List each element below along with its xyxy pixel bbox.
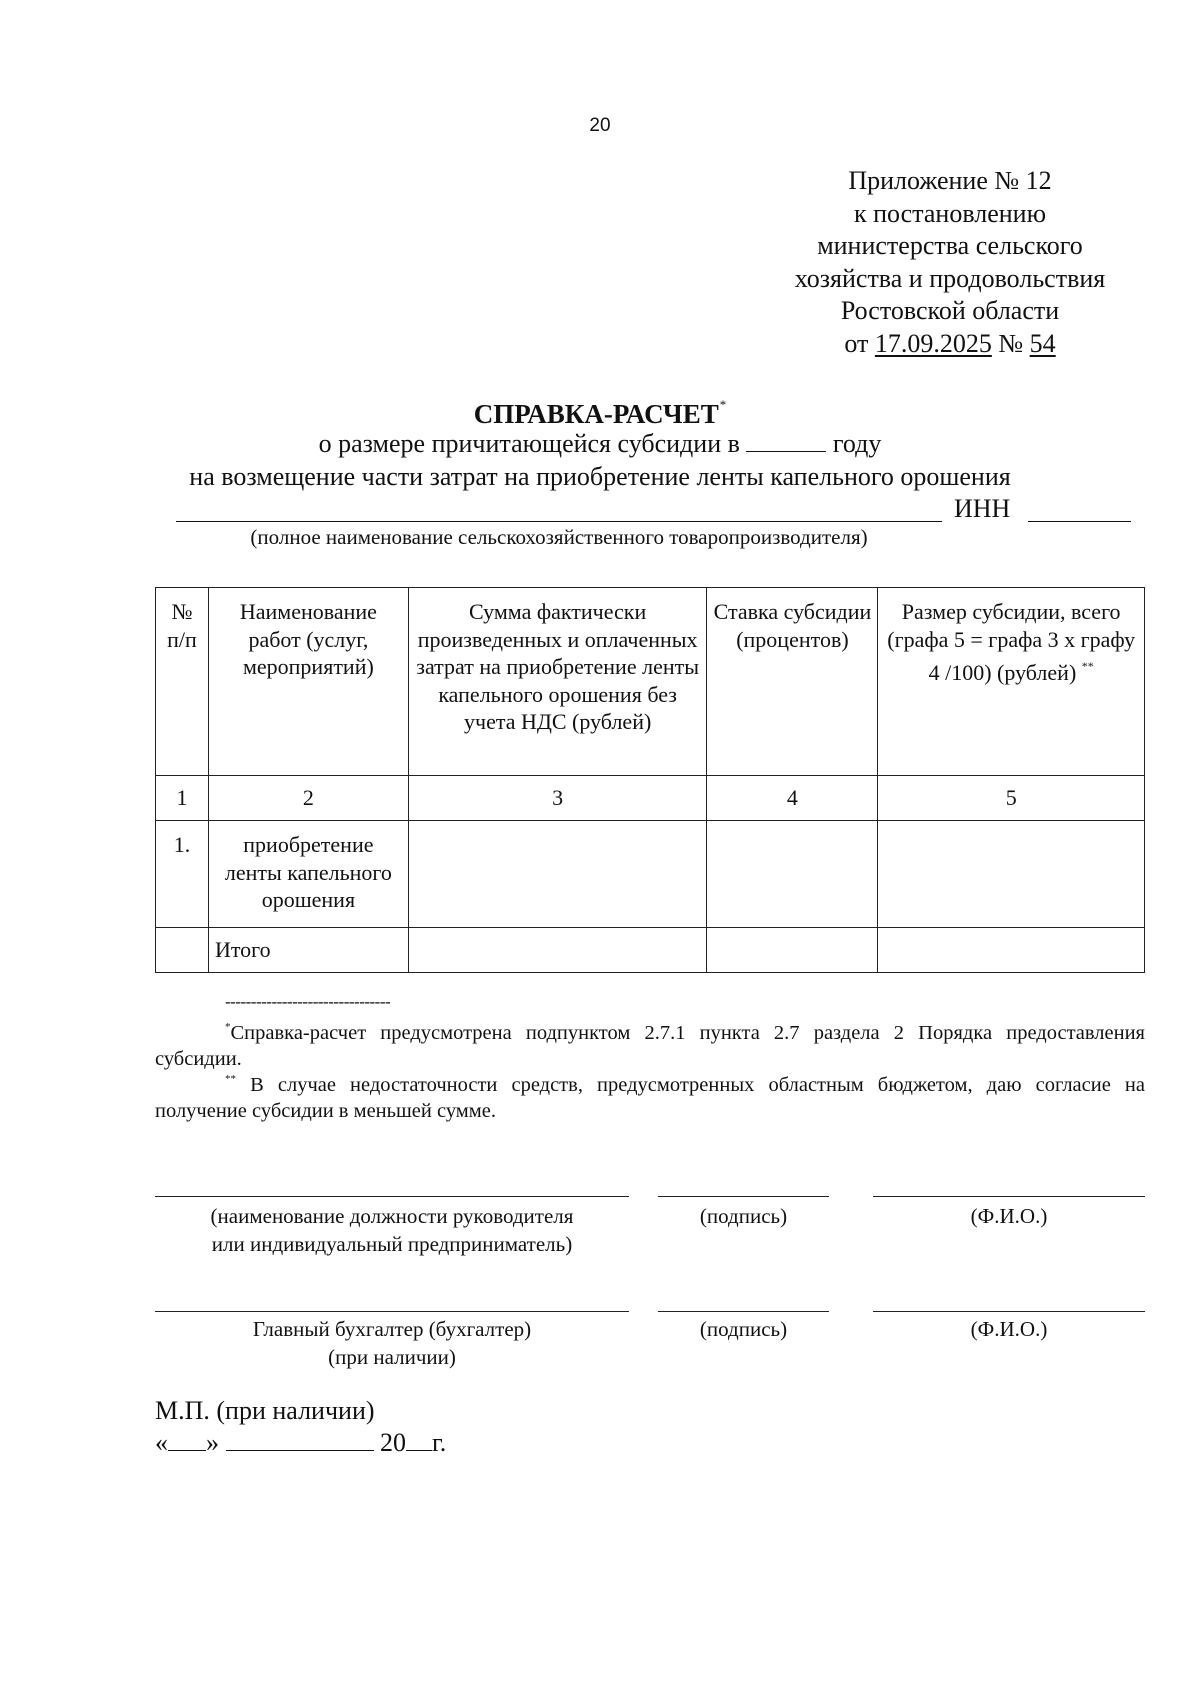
head-signature-caption: (подпись)	[699, 1204, 788, 1228]
accountant-fio-blank[interactable]	[873, 1311, 1145, 1312]
subtitle-before: о размере причитающейся субсидии в	[318, 429, 740, 458]
calculation-table	[155, 587, 1145, 973]
subtitle-after: году	[832, 429, 882, 458]
header-cell-number: № п/п	[156, 588, 209, 776]
document-title	[0, 397, 1200, 430]
header-cell-cost: Сумма фактически произведенных и оплаченных затрат на приобретение ленты капельного орошения без учета НДС (рублей)	[408, 588, 707, 776]
row-amount-cell[interactable]	[878, 821, 1145, 928]
footnote-separator: --------------------------------	[225, 992, 391, 1011]
footnote-2-mark: **	[225, 1073, 236, 1085]
number-sign: №	[998, 328, 1024, 358]
header-cell-rate: Ставка субсидии (процентов)	[707, 588, 878, 776]
total-number-cell	[156, 928, 209, 973]
accountant-signature-caption: (подпись)	[699, 1317, 788, 1341]
date-prefix: от	[844, 328, 869, 358]
caption-line: (наименование должности руководителя	[210, 1204, 574, 1228]
year-suffix: г.	[432, 1428, 447, 1457]
header-cell-work-name: Наименование работ (услуг, мероприятий)	[208, 588, 408, 776]
year-blank-short[interactable]	[406, 1428, 432, 1451]
year-prefix: 20	[380, 1428, 406, 1457]
month-blank[interactable]	[226, 1428, 374, 1451]
row-cost-cell[interactable]	[408, 821, 707, 928]
appendix-line: министерства сельского	[817, 231, 1083, 260]
column-number-cell: 5	[878, 776, 1145, 821]
accountant-signature-blank[interactable]	[658, 1311, 829, 1312]
day-blank[interactable]	[168, 1428, 206, 1451]
caption-line: или индивидуальный предприниматель)	[211, 1232, 573, 1256]
appendix-block	[770, 165, 1130, 360]
head-signature-blank[interactable]	[658, 1196, 829, 1197]
title-main: СПРАВКА-РАСЧЕТ	[473, 399, 719, 429]
column-number-cell: 3	[408, 776, 707, 821]
subtitle-line-2: на возмещение части затрат на приобретение ленты капельного орошения	[189, 462, 1011, 491]
table-row-column-numbers	[156, 776, 1145, 821]
appendix-line: к постановлению	[853, 198, 1047, 228]
footnote-1	[155, 1014, 1145, 1072]
footnote-1-text: Справка-расчет предусмотрена подпунктом 2.7.1 пункта 2.7 раздела 2 Порядка предоставления субсидии.	[155, 1022, 1145, 1070]
column-number-cell: 1	[156, 776, 209, 821]
row-number-cell: 1.	[156, 821, 209, 928]
decree-number: 54	[1029, 328, 1056, 358]
footnote-2-text: В случае недостаточности средств, предусмотренных областным бюджетом, даю согласие на получение субсидии в меньшей сумме.	[155, 1074, 1145, 1122]
accountant-caption	[155, 1315, 629, 1371]
header-footnote-mark: **	[1081, 659, 1094, 673]
column-number-cell: 4	[707, 776, 878, 821]
appendix-line: Приложение № 12	[848, 166, 1052, 195]
total-label-cell: Итого	[208, 928, 408, 973]
title-footnote-mark: *	[719, 397, 727, 412]
quote-close: »	[206, 1428, 219, 1457]
header-cell-amount	[878, 588, 1145, 776]
appendix-line: хозяйства и продовольствия	[794, 263, 1106, 293]
caption-line: Главный бухгалтер (бухгалтер)	[252, 1317, 532, 1341]
head-fio-blank[interactable]	[873, 1196, 1145, 1197]
head-position-blank[interactable]	[155, 1196, 629, 1197]
header-amount-text: Размер субсидии, всего (графа 5 = графа 3 х графу 4 /100) (рублей)	[887, 599, 1136, 685]
head-position-caption	[155, 1202, 629, 1258]
subtitle-line-1	[0, 429, 1200, 459]
stamp-place-label: М.П. (при наличии)	[155, 1396, 375, 1425]
appendix-date-line	[770, 328, 1130, 361]
footnote-1-mark: *	[225, 1021, 231, 1033]
year-blank[interactable]	[746, 429, 826, 452]
decree-date: 17.09.2025	[874, 328, 992, 358]
row-name-cell: приобретение ленты капельного орошения	[208, 821, 408, 928]
inn-blank[interactable]	[1028, 521, 1131, 522]
total-amount-cell[interactable]	[878, 928, 1145, 973]
head-fio-caption: (Ф.И.О.)	[970, 1204, 1048, 1228]
column-number-cell: 2	[208, 776, 408, 821]
row-rate-cell[interactable]	[707, 821, 878, 928]
table-row	[156, 821, 1145, 928]
accountant-position-blank[interactable]	[155, 1311, 629, 1312]
caption-line: (при наличии)	[328, 1345, 456, 1369]
quote-open: «	[155, 1428, 168, 1457]
footnote-2	[155, 1066, 1145, 1124]
table-header-row	[156, 588, 1145, 776]
table-row-total	[156, 928, 1145, 973]
producer-name-blank[interactable]	[176, 521, 942, 522]
producer-caption: (полное наименование сельскохозяйственного товаропроизводителя)	[250, 525, 868, 549]
total-rate-cell[interactable]	[707, 928, 878, 973]
page-number: 20	[589, 115, 611, 136]
total-cost-cell[interactable]	[408, 928, 707, 973]
inn-label: ИНН	[954, 494, 1011, 523]
date-line	[155, 1428, 446, 1458]
accountant-fio-caption: (Ф.И.О.)	[970, 1317, 1048, 1341]
appendix-line: Ростовской области	[840, 296, 1060, 325]
